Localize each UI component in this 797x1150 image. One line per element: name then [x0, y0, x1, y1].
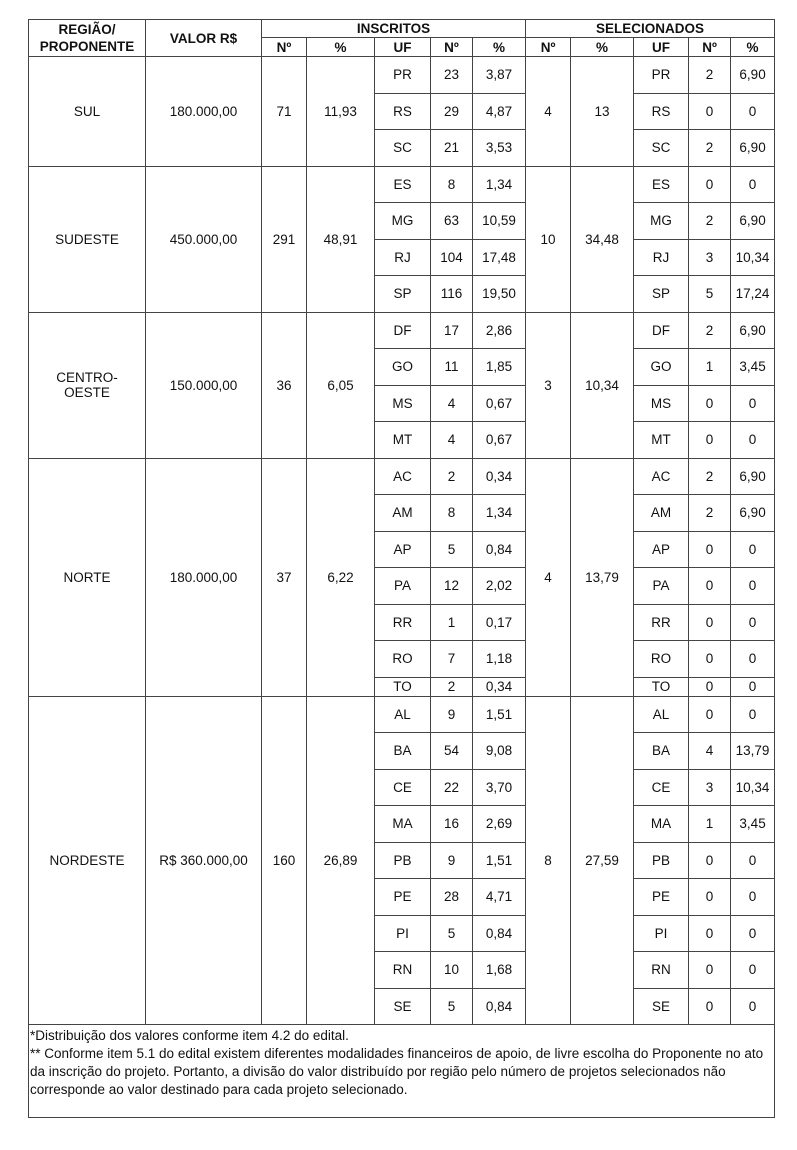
uf-inscritos-pct: 0,84: [473, 915, 526, 952]
footnote: *Distribuição dos valores conforme item 4.2 do edital.: [30, 1028, 349, 1043]
uf-selecionados-n: 2: [689, 130, 731, 167]
uf-inscritos-n: 4: [431, 422, 473, 459]
distribution-table: [28, 19, 775, 1025]
uf-selecionados-pct: 10,34: [731, 769, 775, 806]
uf-inscritos-n: 5: [431, 531, 473, 568]
footnotes: [28, 1025, 775, 1118]
subheader-sel-n: Nº: [526, 38, 571, 57]
uf-selecionado-code: GO: [634, 349, 689, 386]
region-name: CENTRO- OESTE: [29, 312, 146, 458]
region-inscritos-pct: 48,91: [307, 166, 375, 312]
uf-selecionados-n: 1: [689, 806, 731, 843]
uf-inscritos-pct: 3,70: [473, 769, 526, 806]
header-selecionados: SELECIONADOS: [526, 20, 775, 38]
uf-inscritos-pct: 4,71: [473, 879, 526, 916]
uf-inscritos-pct: 0,67: [473, 385, 526, 422]
uf-inscritos-pct: 1,51: [473, 696, 526, 733]
uf-selecionados-n: 3: [689, 769, 731, 806]
uf-selecionados-pct: 0: [731, 166, 775, 203]
uf-selecionados-pct: 0: [731, 952, 775, 989]
uf-inscritos-n: 21: [431, 130, 473, 167]
region-inscritos-n: 71: [262, 57, 307, 167]
uf-inscritos-pct: 1,34: [473, 166, 526, 203]
uf-inscritos-pct: 10,59: [473, 203, 526, 240]
region-inscritos-pct: 6,22: [307, 458, 375, 696]
uf-inscritos-n: 11: [431, 349, 473, 386]
uf-inscritos-n: 2: [431, 458, 473, 495]
uf-selecionados-n: 0: [689, 696, 731, 733]
uf-code: RJ: [375, 239, 431, 276]
uf-selecionados-n: 2: [689, 458, 731, 495]
region-name: NORTE: [29, 458, 146, 696]
uf-code: RS: [375, 93, 431, 130]
uf-selecionados-pct: 6,90: [731, 203, 775, 240]
uf-selecionados-pct: 10,34: [731, 239, 775, 276]
uf-selecionado-code: PR: [634, 57, 689, 94]
uf-inscritos-n: 9: [431, 696, 473, 733]
uf-selecionado-code: SP: [634, 276, 689, 313]
uf-code: MT: [375, 422, 431, 459]
uf-selecionado-code: SE: [634, 988, 689, 1025]
header-regiao: REGIÃO/ PROPONENTE: [29, 20, 146, 57]
uf-inscritos-n: 54: [431, 733, 473, 770]
uf-code: RO: [375, 641, 431, 678]
uf-selecionado-code: RO: [634, 641, 689, 678]
table-row: [29, 458, 775, 495]
uf-inscritos-pct: 1,18: [473, 641, 526, 678]
uf-inscritos-n: 17: [431, 312, 473, 349]
uf-selecionados-n: 0: [689, 952, 731, 989]
uf-selecionado-code: MG: [634, 203, 689, 240]
uf-code: RN: [375, 952, 431, 989]
uf-selecionados-n: 0: [689, 677, 731, 696]
uf-selecionados-pct: 3,45: [731, 806, 775, 843]
region-inscritos-pct: 11,93: [307, 57, 375, 167]
uf-selecionados-pct: 0: [731, 641, 775, 678]
uf-selecionados-n: 0: [689, 166, 731, 203]
uf-code: AM: [375, 495, 431, 532]
uf-selecionados-pct: 0: [731, 915, 775, 952]
uf-inscritos-n: 28: [431, 879, 473, 916]
uf-selecionados-pct: 0: [731, 385, 775, 422]
uf-code: DF: [375, 312, 431, 349]
uf-selecionados-n: 0: [689, 988, 731, 1025]
region-name: SUL: [29, 57, 146, 167]
uf-selecionados-pct: 0: [731, 93, 775, 130]
uf-selecionados-pct: 0: [731, 422, 775, 459]
uf-selecionados-n: 0: [689, 531, 731, 568]
region-inscritos-n: 291: [262, 166, 307, 312]
uf-selecionado-code: DF: [634, 312, 689, 349]
uf-inscritos-pct: 1,85: [473, 349, 526, 386]
uf-inscritos-pct: 1,34: [473, 495, 526, 532]
uf-inscritos-pct: 0,17: [473, 604, 526, 641]
subheader-sel-pct: %: [571, 38, 634, 57]
uf-selecionados-pct: 0: [731, 531, 775, 568]
subheader-ins-uf-pct: %: [473, 38, 526, 57]
uf-code: MS: [375, 385, 431, 422]
uf-selecionado-code: RS: [634, 93, 689, 130]
uf-selecionados-pct: 6,90: [731, 495, 775, 532]
subheader-ins-uf-n: Nº: [431, 38, 473, 57]
uf-inscritos-n: 5: [431, 915, 473, 952]
subheader-ins-pct: %: [307, 38, 375, 57]
uf-code: ES: [375, 166, 431, 203]
uf-selecionados-pct: 0: [731, 568, 775, 605]
uf-selecionado-code: MA: [634, 806, 689, 843]
uf-selecionados-pct: 3,45: [731, 349, 775, 386]
uf-selecionado-code: CE: [634, 769, 689, 806]
uf-code: PR: [375, 57, 431, 94]
uf-inscritos-n: 8: [431, 495, 473, 532]
uf-code: AC: [375, 458, 431, 495]
header-valor: VALOR R$: [146, 20, 262, 57]
uf-selecionados-n: 0: [689, 93, 731, 130]
uf-selecionados-pct: 6,90: [731, 130, 775, 167]
uf-inscritos-n: 104: [431, 239, 473, 276]
uf-selecionado-code: AP: [634, 531, 689, 568]
header-inscritos: INSCRITOS: [262, 20, 526, 38]
table-row: [29, 312, 775, 349]
region-inscritos-pct: 26,89: [307, 696, 375, 1025]
uf-inscritos-n: 7: [431, 641, 473, 678]
uf-inscritos-pct: 2,69: [473, 806, 526, 843]
uf-selecionado-code: MS: [634, 385, 689, 422]
uf-inscritos-n: 9: [431, 842, 473, 879]
uf-inscritos-pct: 0,84: [473, 531, 526, 568]
uf-inscritos-pct: 2,02: [473, 568, 526, 605]
uf-selecionados-n: 5: [689, 276, 731, 313]
uf-inscritos-pct: 0,67: [473, 422, 526, 459]
region-inscritos-n: 36: [262, 312, 307, 458]
uf-selecionados-pct: 17,24: [731, 276, 775, 313]
uf-inscritos-n: 29: [431, 93, 473, 130]
uf-inscritos-n: 8: [431, 166, 473, 203]
region-inscritos-pct: 6,05: [307, 312, 375, 458]
uf-inscritos-pct: 3,53: [473, 130, 526, 167]
uf-selecionado-code: PE: [634, 879, 689, 916]
uf-inscritos-pct: 0,34: [473, 677, 526, 696]
uf-selecionado-code: BA: [634, 733, 689, 770]
uf-inscritos-pct: 0,84: [473, 988, 526, 1025]
uf-code: MA: [375, 806, 431, 843]
uf-inscritos-n: 63: [431, 203, 473, 240]
subheader-sel-uf-n: Nº: [689, 38, 731, 57]
footnote: ** Conforme item 5.1 do edital existem diferentes modalidades financeiros de apoio, de livre escolha do Proponente no ato da inscrição do projeto. Portanto, a divisão do valor distribuído por região pelo número de projetos selecionados não corresponde ao valor destinado para cada projeto selecionado.: [30, 1046, 764, 1097]
uf-code: AP: [375, 531, 431, 568]
uf-selecionados-pct: 0: [731, 696, 775, 733]
uf-code: GO: [375, 349, 431, 386]
uf-inscritos-n: 10: [431, 952, 473, 989]
uf-inscritos-pct: 9,08: [473, 733, 526, 770]
uf-inscritos-pct: 19,50: [473, 276, 526, 313]
region-selecionados-pct: 34,48: [571, 166, 634, 312]
uf-inscritos-n: 22: [431, 769, 473, 806]
subheader-ins-uf: UF: [375, 38, 431, 57]
uf-code: MG: [375, 203, 431, 240]
uf-code: PA: [375, 568, 431, 605]
uf-selecionados-n: 1: [689, 349, 731, 386]
uf-code: TO: [375, 677, 431, 696]
uf-selecionados-n: 2: [689, 203, 731, 240]
region-selecionados-n: 3: [526, 312, 571, 458]
uf-code: CE: [375, 769, 431, 806]
uf-selecionados-n: 0: [689, 568, 731, 605]
uf-selecionados-pct: 0: [731, 677, 775, 696]
region-inscritos-n: 160: [262, 696, 307, 1025]
document: [28, 19, 774, 1118]
table-row: [29, 57, 775, 94]
table-row: [29, 696, 775, 733]
uf-code: PI: [375, 915, 431, 952]
region-selecionados-pct: 10,34: [571, 312, 634, 458]
uf-selecionados-pct: 6,90: [731, 57, 775, 94]
subheader-ins-n: Nº: [262, 38, 307, 57]
uf-code: SE: [375, 988, 431, 1025]
uf-selecionados-pct: 6,90: [731, 312, 775, 349]
uf-inscritos-pct: 3,87: [473, 57, 526, 94]
uf-code: BA: [375, 733, 431, 770]
uf-selecionados-pct: 0: [731, 604, 775, 641]
uf-selecionados-n: 2: [689, 495, 731, 532]
uf-selecionados-n: 0: [689, 842, 731, 879]
uf-inscritos-n: 2: [431, 677, 473, 696]
uf-selecionados-n: 3: [689, 239, 731, 276]
region-selecionados-pct: 13,79: [571, 458, 634, 696]
table-row: [29, 166, 775, 203]
region-valor: 180.000,00: [146, 57, 262, 167]
uf-selecionado-code: AC: [634, 458, 689, 495]
uf-inscritos-pct: 1,68: [473, 952, 526, 989]
uf-selecionados-pct: 0: [731, 988, 775, 1025]
uf-selecionados-n: 2: [689, 57, 731, 94]
uf-selecionados-n: 0: [689, 422, 731, 459]
uf-inscritos-pct: 1,51: [473, 842, 526, 879]
uf-code: PB: [375, 842, 431, 879]
uf-inscritos-n: 12: [431, 568, 473, 605]
uf-inscritos-n: 23: [431, 57, 473, 94]
region-valor: 150.000,00: [146, 312, 262, 458]
uf-code: RR: [375, 604, 431, 641]
uf-selecionado-code: PB: [634, 842, 689, 879]
uf-selecionados-n: 0: [689, 385, 731, 422]
region-selecionados-pct: 13: [571, 57, 634, 167]
uf-selecionado-code: PI: [634, 915, 689, 952]
uf-selecionados-pct: 6,90: [731, 458, 775, 495]
uf-code: SC: [375, 130, 431, 167]
region-selecionados-n: 4: [526, 458, 571, 696]
uf-code: PE: [375, 879, 431, 916]
region-valor: R$ 360.000,00: [146, 696, 262, 1025]
uf-selecionado-code: RR: [634, 604, 689, 641]
uf-selecionados-n: 0: [689, 604, 731, 641]
region-selecionados-n: 4: [526, 57, 571, 167]
region-name: SUDESTE: [29, 166, 146, 312]
uf-selecionado-code: RN: [634, 952, 689, 989]
region-selecionados-n: 10: [526, 166, 571, 312]
uf-selecionados-n: 2: [689, 312, 731, 349]
uf-selecionado-code: AM: [634, 495, 689, 532]
uf-inscritos-n: 116: [431, 276, 473, 313]
subheader-sel-uf: UF: [634, 38, 689, 57]
uf-selecionado-code: AL: [634, 696, 689, 733]
uf-selecionados-n: 0: [689, 641, 731, 678]
uf-inscritos-pct: 4,87: [473, 93, 526, 130]
uf-selecionados-n: 0: [689, 915, 731, 952]
region-selecionados-pct: 27,59: [571, 696, 634, 1025]
uf-inscritos-pct: 2,86: [473, 312, 526, 349]
region-valor: 180.000,00: [146, 458, 262, 696]
region-name: NORDESTE: [29, 696, 146, 1025]
region-inscritos-n: 37: [262, 458, 307, 696]
uf-selecionados-pct: 0: [731, 879, 775, 916]
uf-selecionados-n: 0: [689, 879, 731, 916]
uf-inscritos-n: 1: [431, 604, 473, 641]
uf-selecionado-code: RJ: [634, 239, 689, 276]
uf-inscritos-n: 4: [431, 385, 473, 422]
uf-inscritos-n: 16: [431, 806, 473, 843]
uf-selecionados-pct: 0: [731, 842, 775, 879]
uf-selecionado-code: ES: [634, 166, 689, 203]
uf-inscritos-n: 5: [431, 988, 473, 1025]
uf-inscritos-pct: 0,34: [473, 458, 526, 495]
uf-selecionados-pct: 13,79: [731, 733, 775, 770]
uf-selecionado-code: SC: [634, 130, 689, 167]
uf-selecionado-code: TO: [634, 677, 689, 696]
uf-selecionados-n: 4: [689, 733, 731, 770]
uf-selecionado-code: MT: [634, 422, 689, 459]
uf-code: AL: [375, 696, 431, 733]
uf-selecionado-code: PA: [634, 568, 689, 605]
region-selecionados-n: 8: [526, 696, 571, 1025]
region-valor: 450.000,00: [146, 166, 262, 312]
uf-code: SP: [375, 276, 431, 313]
subheader-sel-uf-pct: %: [731, 38, 775, 57]
uf-inscritos-pct: 17,48: [473, 239, 526, 276]
